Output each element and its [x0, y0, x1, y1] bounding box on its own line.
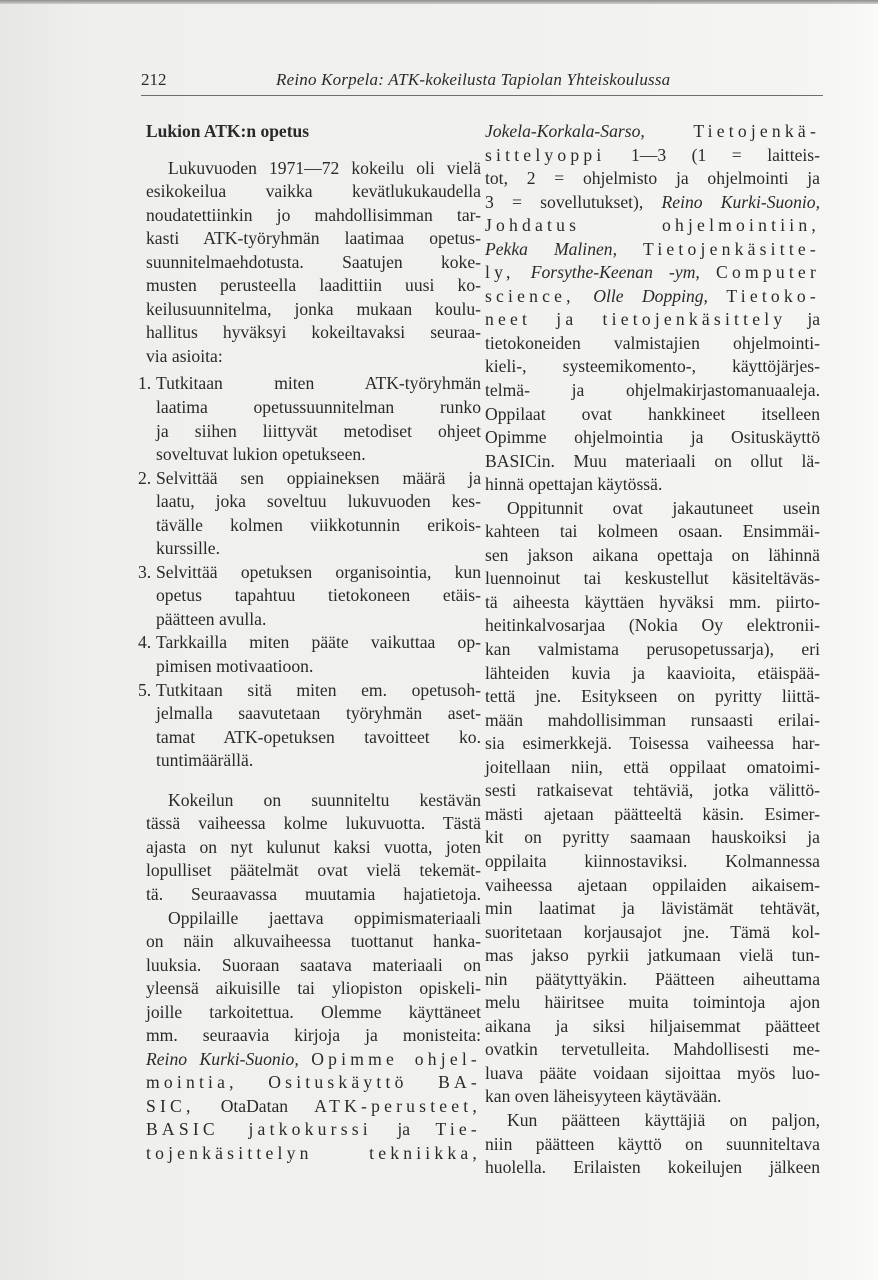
- right-column: [485, 120, 820, 1180]
- text-line: niin päätteen käyttö on suunniteltava: [485, 1133, 820, 1154]
- book-title: neet ja tietojenkäsittely: [485, 309, 787, 330]
- reference-line: [146, 1095, 481, 1119]
- book-title: SIC,: [146, 1095, 195, 1116]
- text-line: kurssille.: [156, 538, 221, 559]
- book-title: Computer: [716, 262, 820, 283]
- text-line: musten perusteella laadittiin uusi ko-: [146, 275, 481, 296]
- author-name: Jokela-Korkala-Sarso,: [485, 121, 645, 141]
- text-line: Oppitunnit ovat jakautuneet usein: [507, 497, 820, 518]
- paragraph: [485, 497, 820, 1109]
- scan-edge: [0, 0, 878, 4]
- page-number: 212: [141, 70, 167, 89]
- text-line: kasti ATK-työryhmän laatimaa opetus-: [146, 228, 481, 249]
- publisher: OtaDatan: [220, 1095, 289, 1116]
- text-line: luennoinut tai keskustellut käsiteltäväs-: [485, 568, 820, 589]
- author-name: Olle Dopping,: [593, 285, 708, 306]
- intro-paragraph: [146, 157, 481, 369]
- text-line: heitinkalvosarjaa (Nokia Oy elektronii-: [485, 615, 820, 636]
- reference-line: [485, 120, 820, 144]
- book-title: Tietoko-: [726, 285, 820, 306]
- list-number: 3.: [138, 561, 152, 582]
- text-line: ovatkin tervetulleita. Mahdollisesti me-: [485, 1039, 820, 1060]
- list-item: [138, 679, 481, 773]
- reference-line: [146, 1118, 481, 1142]
- book-title: Opimme ohjel-: [311, 1048, 481, 1069]
- conjunction: ja: [807, 309, 821, 330]
- text-line: Kun päätteen käyttäjiä on paljon,: [507, 1109, 820, 1130]
- text-line: joitellaan niin, että oppilaat omatoimi-: [485, 756, 820, 777]
- text-line: tävälle kolmen viikkotunnin erikois-: [156, 514, 481, 535]
- book-title: ly,: [485, 262, 515, 283]
- paragraph: [146, 907, 481, 1166]
- reference-list-continued: [485, 120, 820, 497]
- text-line: via asioita:: [146, 345, 223, 366]
- section-heading: Lukion ATK:n opetus: [146, 121, 310, 141]
- text-line: kan oven läheisyyteen käytävään.: [485, 1086, 722, 1107]
- book-title: ATK-perusteet,: [314, 1095, 481, 1116]
- text-line: ja siihen liittyvät metodiset ohjeet: [156, 420, 481, 441]
- reference-line: [485, 308, 820, 332]
- text-line: pimisen motivaatioon.: [156, 656, 314, 677]
- text-line: soveltuvat lukion opetukseen.: [156, 444, 366, 465]
- reference-line: tot, 2 = ohjelmisto ja ohjelmointi ja: [485, 168, 820, 189]
- paragraph: [485, 1109, 820, 1180]
- text-line: noudatettiinkin jo mahdollisimman tar-: [146, 204, 481, 225]
- reference-line: [146, 1071, 481, 1095]
- list-number: 1.: [138, 373, 152, 394]
- text-line: Tarkkailla miten pääte vaikuttaa op-: [156, 632, 481, 653]
- text-line: Selvittää opetuksen organisointia, kun: [156, 561, 481, 582]
- text-line: opetus tapahtuu tietokoneen etäis-: [156, 585, 481, 606]
- list-item: [138, 561, 481, 632]
- text-line: päätteen avulla.: [156, 608, 267, 629]
- text-line: Lukuvuoden 1971—72 kokeilu oli vielä: [168, 157, 481, 178]
- paragraph-gap: [146, 773, 481, 789]
- list-item: [138, 467, 481, 561]
- text-line: luava pääte voidaan sijoittaa myös luo-: [485, 1062, 820, 1083]
- book-title: Tietojenkä-: [693, 121, 820, 141]
- running-header: [141, 70, 821, 96]
- text-line: laatu, joka soveltuu lukuvuoden kes-: [156, 491, 481, 512]
- book-title: Tie-: [435, 1119, 481, 1140]
- volume-note: 1—3 (1 = laitteis-: [630, 144, 820, 165]
- list-item: [138, 631, 481, 678]
- reference-line: tojenkäsittelyn tekniikka,: [146, 1142, 481, 1163]
- text-line: mästi ajetaan päätteeltä käsin. Esimer-: [485, 803, 820, 824]
- author-name: Reino Kurki-Suonio,: [661, 191, 820, 212]
- text-line: kit on pyritty saamaan hauskoiksi ja: [485, 827, 820, 848]
- text-line: sesti ratkaisevat tehtäviä, jotka välittö-: [485, 780, 820, 801]
- list-number: 2.: [138, 467, 152, 488]
- text-line: on näin alkuvaiheessa tuottanut hanka-: [146, 931, 481, 952]
- paragraph: [146, 789, 481, 907]
- reference-line: [146, 1048, 481, 1072]
- author-name: Pekka Malinen,: [485, 238, 617, 259]
- text-line: tettä jne. Esitykseen on pyritty liittä-: [485, 686, 820, 707]
- book-title: sittelyoppi: [485, 144, 606, 165]
- text-line: sia esimerkkejä. Toisessa vaiheessa har-: [485, 733, 820, 754]
- header-rule: [141, 95, 823, 96]
- list-number: 4.: [138, 632, 152, 653]
- text-line: Selvittää sen oppiaineksen määrä ja: [156, 467, 481, 488]
- text-line: tä aiheesta käyttäen hyväksi mm. piirto-: [485, 591, 820, 612]
- text-line: tietokoneiden valmistajien ohjelmointi-: [485, 332, 820, 353]
- book-title: science,: [485, 285, 575, 306]
- text-line: tässä vaiheessa kolme lukuvuotta. Tästä: [146, 813, 481, 834]
- text-line: keilusuunnitelma, jonka mukaan koulu-: [146, 298, 481, 319]
- text-line: suunnitelmaehdotusta. Saatujen koke-: [146, 251, 481, 272]
- text-line: sen jakson aikana opettaja on lähinnä: [485, 544, 820, 565]
- text-line: min laatimat ja lävistämät tehtävät,: [485, 898, 820, 919]
- text-line: aikana ja siksi hiljaisemmat päätteet: [485, 1015, 820, 1036]
- text-line: Opimme ohjelmointia ja Osituskäyttö: [485, 427, 820, 448]
- text-line: lopulliset päätelmät ovat vielä tekemät-: [146, 860, 481, 881]
- text-line: kieli-, systeemikomento-, käyttöjärjes-: [485, 356, 820, 377]
- text-line: yleensä aikuisille tai yliopiston opiskeli-: [146, 978, 481, 999]
- text-line: mas jakso pyrkii jatkumaan vielä tun-: [485, 945, 820, 966]
- reference-line: [485, 191, 820, 215]
- text-line: mm. seuraavia kirjoja ja monisteita:: [146, 1025, 481, 1046]
- running-title: Reino Korpela: ATK-kokeilusta Tapiolan Yhteiskoulussa: [276, 70, 671, 89]
- text-line: vaiheessa ajetaan oppilaiden aikaisem-: [485, 874, 820, 895]
- conjunction: ja: [397, 1119, 411, 1140]
- author-name: Forsythe-Keenan -ym,: [530, 262, 700, 283]
- text-line: laatima opetussuunnitelman runko: [156, 397, 481, 418]
- text-line: esikokeilua vaikka kevätlukukaudella: [146, 181, 481, 202]
- text-line: Oppilaille jaettava oppimismateriaali: [168, 907, 481, 928]
- text-line: nin päätyttyäkin. Päätteen aiheuttama: [485, 968, 820, 989]
- numbered-list: [138, 372, 481, 772]
- text-line: tamat ATK-opetuksen tavoitteet ko.: [156, 726, 481, 747]
- text-line: hallitus hyväksyi kokeiltavaksi seuraa-: [146, 322, 481, 343]
- left-column: [138, 120, 481, 1166]
- text-line: huolella. Erilaisten kokeilujen jälkeen: [485, 1157, 820, 1178]
- book-title: BASIC jatkokurssi: [146, 1119, 372, 1140]
- text-line: hinnä opettajan käytössä.: [485, 474, 663, 495]
- book-title: mointia,: [146, 1072, 238, 1093]
- reference-line: Johdatus ohjelmointiin,: [485, 215, 820, 236]
- text-line: tä. Seuraavassa muutamia hajatietoja.: [146, 883, 481, 904]
- text-line: Tutkitaan miten ATK-työryhmän: [156, 373, 481, 394]
- text-line: kahteen tai kolmeen osaan. Ensimmäi-: [485, 521, 820, 542]
- text-line: ajasta on nyt kulunut kaksi vuotta, joten: [146, 836, 481, 857]
- reference-line: [485, 261, 820, 285]
- text-line: tuntimäärällä.: [156, 750, 254, 771]
- text-line: joille tarkoitettua. Olemme käyttäneet: [146, 1001, 481, 1022]
- text-line: melu häiritsee muita toimintoja ajon: [485, 992, 820, 1013]
- text-line: lähteiden kuvia ja kaavioita, etäispää-: [485, 662, 820, 683]
- text-line: suoritetaan korjausajot jne. Tämä kol-: [485, 921, 820, 942]
- text-line: BASICin. Muu materiaali on ollut lä-: [485, 450, 820, 471]
- book-title: Tietojenkäsitte-: [643, 238, 820, 259]
- author-name: Reino Kurki-Suonio,: [146, 1048, 299, 1069]
- text-line: Kokeilun on suunniteltu kestävän: [168, 789, 481, 810]
- text-line: oppilaita kiinnostaviksi. Kolmannessa: [485, 850, 820, 871]
- text-line: telmä- ja ohjelmakirjastomanuaaleja.: [485, 380, 820, 401]
- list-item: [138, 372, 481, 466]
- list-number: 5.: [138, 679, 152, 700]
- text-line: jelmalla saavutetaan työryhmän aset-: [156, 703, 481, 724]
- text-line: Tutkitaan sitä miten em. opetusoh-: [156, 679, 481, 700]
- reference-line: [485, 144, 820, 168]
- text-line: kan valmistama perusopetussarja), eri: [485, 639, 820, 660]
- book-title: Osituskäyttö BA-: [268, 1072, 481, 1093]
- volume-note: 3 = sovellutukset),: [485, 191, 644, 212]
- text-line: mään mahdollisimman runsaasti erilai-: [485, 709, 820, 730]
- text-line: luuksia. Suoraan saatava materiaali on: [146, 954, 481, 975]
- text-line: Oppilaat ovat hankkineet itselleen: [485, 403, 820, 424]
- reference-line: [485, 285, 820, 309]
- reference-line: [485, 238, 820, 262]
